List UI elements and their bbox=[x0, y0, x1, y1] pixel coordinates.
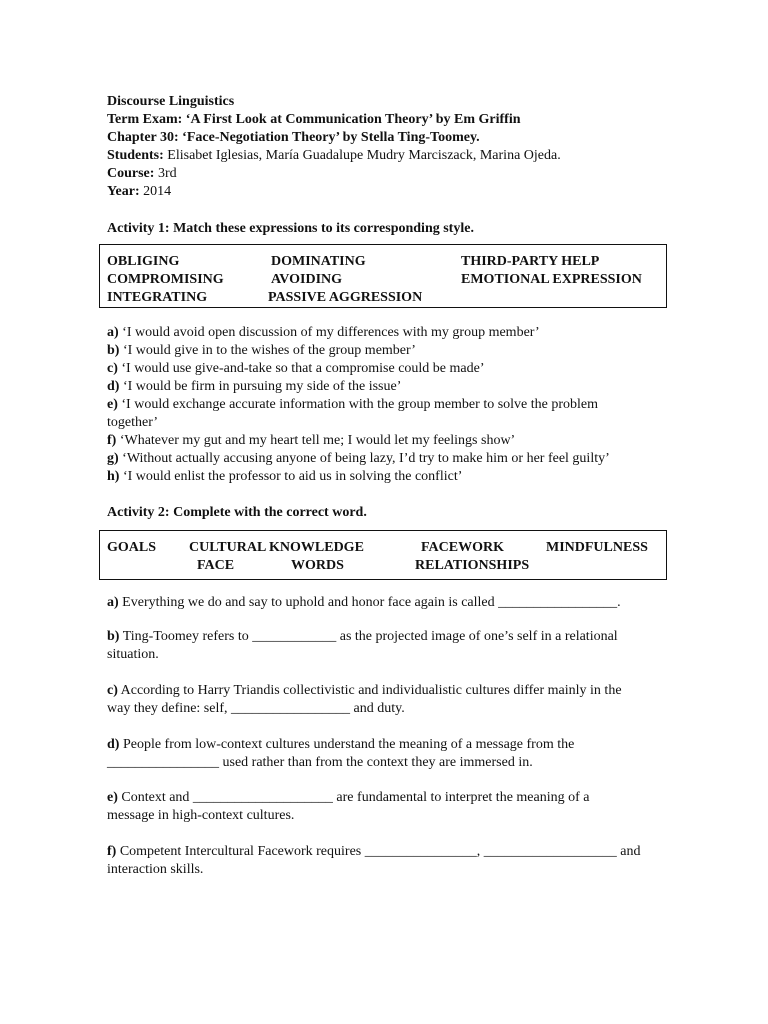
term-exam-title: Term Exam: ‘A First Look at Communication Theory’ by Em Griffin bbox=[107, 112, 521, 127]
activity1-title: Activity 1: Match these expressions to its corresponding style. bbox=[107, 221, 474, 236]
students-label: Students: bbox=[107, 148, 164, 163]
course-label: Course: bbox=[107, 166, 155, 181]
item-text: ‘I would avoid open discussion of my differences with my group member’ bbox=[118, 325, 540, 340]
word-option: FACEWORK bbox=[421, 540, 504, 555]
chapter-title: Chapter 30: ‘Face-Negotiation Theory’ by Stella Ting-Toomey. bbox=[107, 130, 480, 145]
word-option: GOALS bbox=[107, 540, 157, 555]
item-letter: f) bbox=[107, 433, 117, 448]
item-text: Context and ____________________ are fundamental to interpret the meaning of a message in high-context cultures. bbox=[107, 790, 590, 823]
item-letter: b) bbox=[107, 343, 120, 358]
activity1-item bbox=[107, 396, 647, 432]
activity2-item bbox=[107, 736, 617, 772]
style-option: THIRD-PARTY HELP bbox=[461, 254, 600, 269]
activity2-item bbox=[107, 789, 637, 825]
activity2-item bbox=[107, 594, 667, 612]
activity1-item bbox=[107, 468, 462, 486]
style-option: INTEGRATING bbox=[107, 290, 208, 305]
activity1-item bbox=[107, 342, 416, 360]
item-text: According to Harry Triandis collectivistic and individualistic cultures differ mainly in the way they define: self, _________________ and duty. bbox=[107, 683, 622, 716]
activity1-item bbox=[107, 450, 610, 468]
item-text: People from low-context cultures understand the meaning of a message from the ________________ used rather than from the context they are immersed in. bbox=[107, 737, 575, 770]
activity1-item bbox=[107, 378, 401, 396]
item-letter: h) bbox=[107, 469, 120, 484]
item-letter: c) bbox=[107, 683, 118, 698]
activity2-item bbox=[107, 628, 667, 664]
item-text: ‘I would be firm in pursuing my side of the issue’ bbox=[119, 379, 402, 394]
item-text: Everything we do and say to uphold and honor face again is called _________________. bbox=[118, 595, 621, 610]
item-letter: b) bbox=[107, 629, 120, 644]
item-text: ‘I would exchange accurate information with the group member to solve the problem together’ bbox=[107, 397, 599, 430]
item-text: ‘Whatever my gut and my heart tell me; I would let my feelings show’ bbox=[116, 433, 516, 448]
item-letter: f) bbox=[107, 844, 117, 859]
item-letter: e) bbox=[107, 790, 118, 805]
word-option: FACE bbox=[197, 558, 235, 573]
style-option: COMPROMISING bbox=[107, 272, 224, 287]
activity1-item bbox=[107, 324, 540, 342]
item-letter: e) bbox=[107, 397, 118, 412]
style-option: DOMINATING bbox=[271, 254, 366, 269]
activity1-styles-box bbox=[99, 244, 667, 308]
activity2-words-box bbox=[99, 530, 667, 580]
item-text: ‘I would give in to the wishes of the group member’ bbox=[119, 343, 416, 358]
item-text: Ting-Toomey refers to ____________ as the projected image of one’s self in a relational situation. bbox=[107, 629, 618, 662]
course-title: Discourse Linguistics bbox=[107, 94, 235, 109]
style-option: AVOIDING bbox=[271, 272, 343, 287]
activity1-item bbox=[107, 360, 485, 378]
course-value: 3rd bbox=[154, 166, 177, 181]
item-text: ‘Without actually accusing anyone of being lazy, I’d try to make him or her feel guilty’ bbox=[118, 451, 610, 466]
year-value: 2014 bbox=[139, 184, 172, 199]
year-label: Year: bbox=[107, 184, 140, 199]
style-option: OBLIGING bbox=[107, 254, 180, 269]
word-option: MINDFULNESS bbox=[546, 540, 648, 555]
item-text: Competent Intercultural Facework requires ________________, ___________________ and interaction skills. bbox=[107, 844, 641, 877]
activity2-item bbox=[107, 682, 647, 718]
word-option: WORDS bbox=[291, 558, 344, 573]
item-letter: c) bbox=[107, 361, 118, 376]
year-line bbox=[107, 183, 171, 201]
students-line bbox=[107, 147, 561, 165]
item-letter: a) bbox=[107, 595, 119, 610]
activity2-title: Activity 2: Complete with the correct word. bbox=[107, 505, 367, 520]
item-text: ‘I would use give-and-take so that a compromise could be made’ bbox=[117, 361, 485, 376]
item-letter: d) bbox=[107, 737, 120, 752]
style-option: PASSIVE AGGRESSION bbox=[268, 290, 423, 305]
item-text: ‘I would enlist the professor to aid us in solving the conflict’ bbox=[119, 469, 463, 484]
word-option: CULTURAL KNOWLEDGE bbox=[189, 540, 364, 555]
activity2-item bbox=[107, 843, 663, 879]
word-option: RELATIONSHIPS bbox=[415, 558, 530, 573]
item-letter: a) bbox=[107, 325, 119, 340]
item-letter: g) bbox=[107, 451, 119, 466]
course-line bbox=[107, 165, 177, 183]
students-value: Elisabet Iglesias, María Guadalupe Mudry Marciszack, Marina Ojeda. bbox=[163, 148, 561, 163]
style-option: EMOTIONAL EXPRESSION bbox=[461, 272, 642, 287]
item-letter: d) bbox=[107, 379, 120, 394]
activity1-item bbox=[107, 432, 515, 450]
